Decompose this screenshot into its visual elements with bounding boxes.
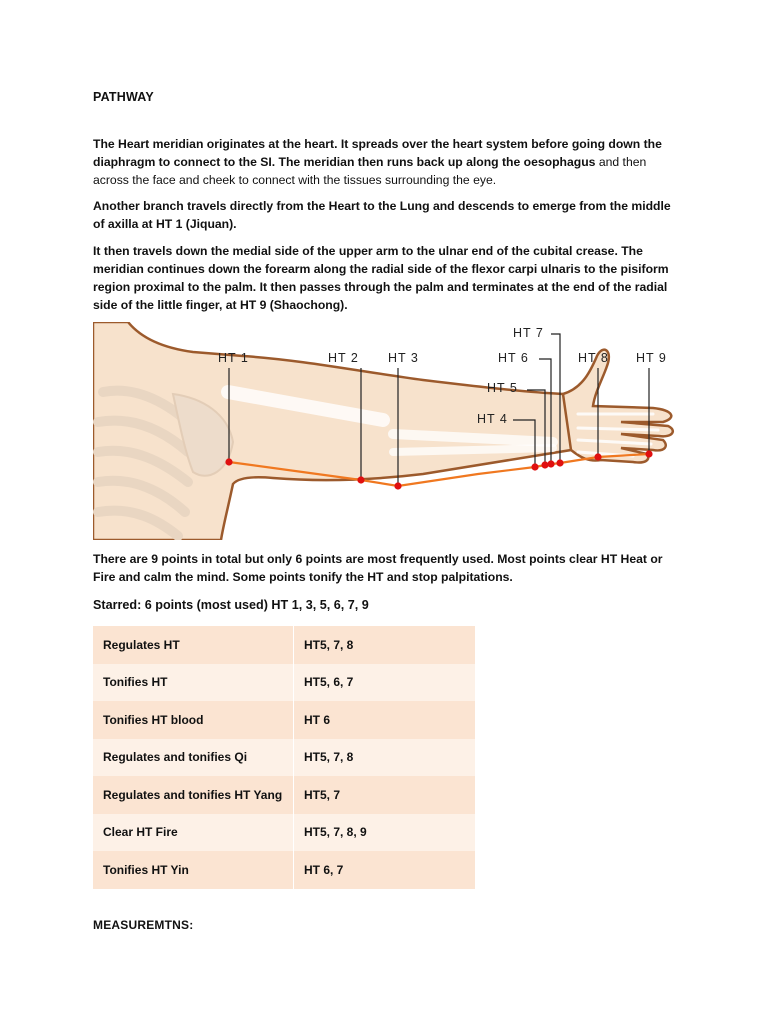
label-ht6: HT 6 [498, 351, 529, 365]
label-ht4: HT 4 [477, 412, 508, 426]
ht9-point [645, 450, 652, 457]
points-cell: HT5, 7, 8, 9 [294, 814, 476, 852]
label-ht8: HT 8 [578, 351, 609, 365]
starred-points: Starred: 6 points (most used) HT 1, 3, 5, 6, 7, 9 [93, 598, 369, 612]
hand-shape [563, 350, 673, 463]
ht8-point [594, 453, 601, 460]
label-ht9: HT 9 [636, 351, 667, 365]
measurements-heading: MEASUREMTNS: [93, 918, 194, 932]
points-cell: HT5, 7 [294, 776, 476, 814]
ht6-point [547, 460, 554, 467]
ht7-point [556, 459, 563, 466]
paragraph-origin-bold: The Heart meridian originates at the heart. It spreads over the heart system before going down the diaphragm to connect to the SI. The meridian then runs back up along the oesophagus [93, 137, 662, 169]
ht3-point [394, 482, 401, 489]
paragraph-course: It then travels down the medial side of the upper arm to the ulnar end of the cubital crease. The meridian continues down the forearm along the radial side of the flexor carpi ulnaris to the pisiform region proximal to the palm. It then passes through the palm and terminates at the end of the radial side of the little finger, at HT 9 (Shaochong). [93, 244, 669, 312]
ht5-point [541, 461, 548, 468]
points-cell: HT5, 6, 7 [294, 664, 476, 702]
pathway-heading: PATHWAY [93, 90, 154, 104]
table-row [93, 851, 476, 889]
function-cell: Tonifies HT Yin [93, 851, 294, 889]
table-row [93, 701, 476, 739]
table-row [93, 626, 476, 664]
paragraph-points-summary: There are 9 points in total but only 6 points are most frequently used. Most points clear HT Heat or Fire and calm the mind. Some points tonify the HT and stop palpitations. [93, 552, 663, 584]
table-row [93, 664, 476, 702]
function-cell: Tonifies HT [93, 664, 294, 702]
points-cell: HT 6, 7 [294, 851, 476, 889]
label-ht2: HT 2 [328, 351, 359, 365]
points-cell: HT5, 7, 8 [294, 626, 476, 664]
table-row [93, 739, 476, 777]
table-row [93, 776, 476, 814]
label-ht7: HT 7 [513, 326, 544, 340]
points-cell: HT 6 [294, 701, 476, 739]
label-ht3: HT 3 [388, 351, 419, 365]
paragraph-origin [93, 135, 683, 189]
point-functions-table [93, 626, 476, 889]
label-ht1: HT 1 [218, 351, 249, 365]
heart-meridian-arm-diagram [93, 322, 678, 540]
label-ht5: HT 5 [487, 381, 518, 395]
function-cell: Regulates and tonifies HT Yang [93, 776, 294, 814]
function-cell: Tonifies HT blood [93, 701, 294, 739]
function-cell: Regulates and tonifies Qi [93, 739, 294, 777]
paragraph-branch: Another branch travels directly from the Heart to the Lung and descends to emerge from the middle of axilla at HT 1 (Jiquan). [93, 199, 671, 231]
function-cell: Regulates HT [93, 626, 294, 664]
paragraph-origin-plain: and then across the face and cheek to connect with the tissues surrounding the eye. [93, 155, 647, 187]
ht1-point [225, 458, 232, 465]
ht4-point [531, 463, 538, 470]
points-cell: HT5, 7, 8 [294, 739, 476, 777]
table-row [93, 814, 476, 852]
arm-illustration [93, 322, 678, 540]
function-cell: Clear HT Fire [93, 814, 294, 852]
ht2-point [357, 476, 364, 483]
